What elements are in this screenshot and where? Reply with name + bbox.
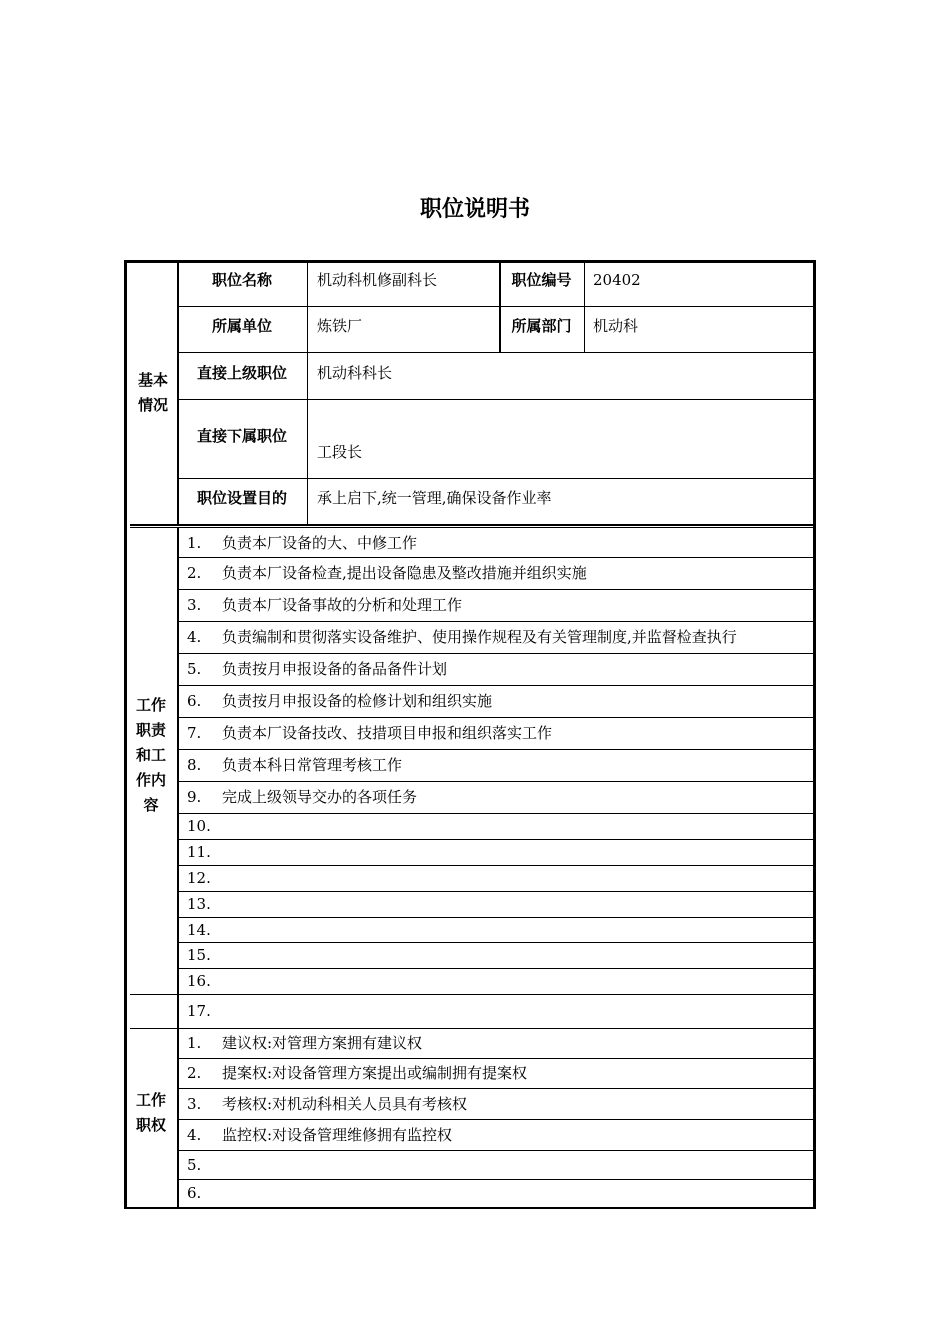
duty-text: 负责本厂设备事故的分析和处理工作 bbox=[222, 596, 463, 614]
row-rule bbox=[177, 865, 813, 866]
authority-number: 4. bbox=[187, 1126, 202, 1144]
value-position-code: 20402 bbox=[593, 271, 641, 289]
table-left-border bbox=[124, 260, 127, 1208]
row-rule bbox=[177, 968, 813, 969]
duty-text: 负责本厂设备技改、技措项目申报和组织落实工作 bbox=[222, 724, 553, 742]
duty-number: 12. bbox=[187, 869, 211, 887]
duty-number: 4. bbox=[187, 628, 202, 646]
row-rule bbox=[177, 1119, 813, 1120]
table-top-border bbox=[124, 260, 816, 263]
duty-number: 15. bbox=[187, 946, 211, 964]
section-rule bbox=[130, 1028, 813, 1029]
row-rule bbox=[177, 717, 813, 718]
authority-number: 1. bbox=[187, 1034, 202, 1052]
duty-number: 7. bbox=[187, 724, 202, 742]
page-title: 职位说明书 bbox=[419, 197, 530, 222]
duty-number: 1. bbox=[187, 534, 202, 552]
authority-text: 考核权:对机动科相关人员具有考核权 bbox=[222, 1095, 468, 1113]
row-rule bbox=[177, 557, 813, 558]
duty-number: 10. bbox=[187, 817, 211, 835]
value-unit: 炼铁厂 bbox=[317, 317, 363, 335]
value-subordinate: 工段长 bbox=[317, 443, 363, 461]
duty-text: 负责本科日常管理考核工作 bbox=[222, 756, 403, 774]
row-rule bbox=[130, 994, 177, 995]
row-rule bbox=[177, 306, 813, 307]
row-rule bbox=[177, 813, 813, 814]
row-rule bbox=[177, 781, 813, 782]
duty-number: 16. bbox=[187, 972, 211, 990]
section-label-authority: 工作职权 bbox=[135, 1091, 166, 1134]
duty-text: 完成上级领导交办的各项任务 bbox=[222, 788, 418, 806]
row-rule bbox=[177, 685, 813, 686]
value-superior: 机动科科长 bbox=[317, 364, 393, 382]
duty-number: 2. bbox=[187, 564, 202, 582]
column-rule bbox=[177, 263, 179, 525]
authority-text: 提案权:对设备管理方案提出或编制拥有提案权 bbox=[222, 1064, 528, 1082]
row-rule bbox=[177, 352, 813, 353]
duty-text: 负责按月申报设备的检修计划和组织实施 bbox=[222, 692, 493, 710]
label-purpose: 职位设置目的 bbox=[196, 489, 287, 507]
column-rule bbox=[584, 263, 585, 353]
row-rule bbox=[177, 399, 813, 400]
row-rule bbox=[177, 917, 813, 918]
authority-number: 5. bbox=[187, 1156, 202, 1174]
table-bottom-border bbox=[124, 1207, 816, 1209]
row-rule bbox=[177, 1150, 813, 1151]
row-rule bbox=[177, 1088, 813, 1089]
label-position-name: 职位名称 bbox=[211, 271, 272, 289]
authority-number: 3. bbox=[187, 1095, 202, 1113]
row-rule bbox=[177, 589, 813, 590]
row-rule bbox=[177, 653, 813, 654]
value-position-name: 机动科机修副科长 bbox=[317, 271, 438, 289]
section-rule bbox=[130, 524, 813, 526]
duty-number: 14. bbox=[187, 921, 211, 939]
authority-text: 建议权:对管理方案拥有建议权 bbox=[222, 1034, 423, 1052]
value-dept: 机动科 bbox=[593, 317, 639, 335]
duty-number: 11. bbox=[187, 843, 211, 861]
authority-text: 监控权:对设备管理维修拥有监控权 bbox=[222, 1126, 453, 1144]
column-rule bbox=[177, 528, 179, 1028]
duty-text: 负责本厂设备的大、中修工作 bbox=[222, 534, 418, 552]
value-purpose: 承上启下,统一管理,确保设备作业率 bbox=[317, 489, 552, 507]
label-position-code: 职位编号 bbox=[511, 271, 572, 289]
section-label-basic: 基本情况 bbox=[137, 371, 168, 414]
duty-text: 负责本厂设备检查,提出设备隐患及整改措施并组织实施 bbox=[222, 564, 587, 582]
table-right-border bbox=[813, 260, 816, 1208]
label-subordinate: 直接下属职位 bbox=[196, 427, 287, 445]
label-unit: 所属单位 bbox=[211, 317, 272, 335]
duty-text: 负责按月申报设备的备品备件计划 bbox=[222, 660, 448, 678]
duty-number: 6. bbox=[187, 692, 202, 710]
row-rule bbox=[177, 478, 813, 479]
row-rule bbox=[177, 1058, 813, 1059]
column-rule bbox=[307, 263, 308, 525]
row-rule bbox=[177, 994, 813, 995]
duty-number: 5. bbox=[187, 660, 202, 678]
authority-number: 2. bbox=[187, 1064, 202, 1082]
row-rule bbox=[177, 621, 813, 622]
authority-number: 6. bbox=[187, 1184, 202, 1202]
row-rule bbox=[177, 942, 813, 943]
duty-number: 3. bbox=[187, 596, 202, 614]
duty-number: 13. bbox=[187, 895, 211, 913]
duty-text: 负责编制和贯彻落实设备维护、使用操作规程及有关管理制度,并监督检查执行 bbox=[222, 628, 737, 646]
section-label-duties: 工作职责和工作内容 bbox=[135, 696, 166, 814]
duty-number: 17. bbox=[187, 1002, 211, 1020]
row-rule bbox=[177, 839, 813, 840]
label-dept: 所属部门 bbox=[511, 317, 572, 335]
row-rule bbox=[177, 749, 813, 750]
duty-number: 8. bbox=[187, 756, 202, 774]
section-rule bbox=[130, 527, 813, 528]
row-rule bbox=[177, 1179, 813, 1180]
label-superior: 直接上级职位 bbox=[196, 364, 287, 382]
duty-number: 9. bbox=[187, 788, 202, 806]
row-rule bbox=[177, 891, 813, 892]
column-rule bbox=[177, 1028, 179, 1207]
